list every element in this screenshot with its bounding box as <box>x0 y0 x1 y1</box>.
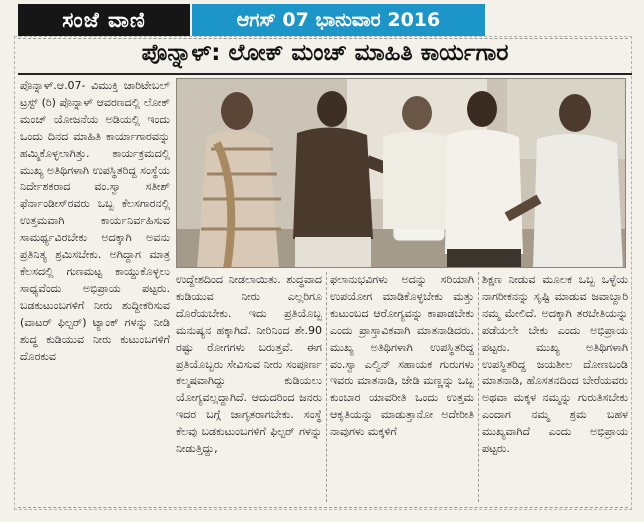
headline: ಪೊನ್ನಾಳ್: ಲೋಕ್ ಮಂಚ್ ಮಾಹಿತಿ ಕಾರ್ಯಗಾರ <box>141 40 509 66</box>
bottom-divider <box>18 507 628 508</box>
article-column-1: ಪೊನ್ನಾಳ್.ಆ.07- ವಿಮುಕ್ತಿ ಚಾರಿಟೇಬಲ್ ಟ್ರಸ್ಟ್ (ರಿ) ಪೊನ್ನಾಳ್ ಆವರಣದಲ್ಲಿ ಲೋಕ್ ಮಂಚ್ ಯೋಜನೆಯ ಅಡಿಯಲ್ಲಿ ಇಂದು ಒಂದು ದಿನದ ಮಾಹಿತಿ ಕಾರ್ಯಾಗಾರವನ್ನು ಹಮ್ಮಿಕೊಳ್ಳಲಾಗಿತ್ತು. ಕಾರ್ಯಕ್ರಮದಲ್ಲಿ ಮುಖ್ಯ ಅತಿಥಿಗಳಾಗಿ ಉಪಸ್ಥಿತರಿದ್ದ ಸಂಸ್ಥೆಯ ನಿರ್ದೇಶಕರಾದ ವಂ.ಸ್ವಾ ಸತೀಶ್ ಫೆರ್ನಾಂಡೀಸ್‌ರವರು ಒಬ್ಬ ಕೆಲಸಗಾರನಲ್ಲಿ ಉತ್ತಮವಾಗಿ ಕಾರ್ಯನಿರ್ವಹಿಸುವ ಸಾಮರ್ಥ್ಯವಿರಬೇಕು ಅದಕ್ಕಾಗಿ ಅವನು ಪ್ರತಿನಿತ್ಯ ಶ್ರಮಿಸಬೇಕು. ಅಗಿದ್ದಾಗ ಮಾತ್ರ ಕೆಲಸದಲ್ಲಿ ಗುಣಮಟ್ಟ ಕಾಯ್ದುಕೊಳ್ಳಲು ಸಾಧ್ಯವೆಂದು ಅಭಿಪ್ರಾಯ ಪಟ್ಟರು. ಬಡಕುಟುಂಬಗಳಿಗೆ ನೀರು ಶುದ್ದೀಕರಿಸುವ (ವಾಟರ್ ಫಿಲ್ಟರ್) ಟ್ಯಾಂಕ್ ಗಳನ್ನು ನೀಡಿ ಶುದ್ಧ ಕುಡಿಯುವ ನೀರು ಕುಟುಂಬಗಳಿಗೆ ದೊರಕುವ <box>20 79 170 363</box>
event-photo-image <box>177 79 626 268</box>
column-divider <box>326 272 327 502</box>
event-photo <box>176 78 626 268</box>
date-text: ಆಗಸ್ 07 ಭಾನುವಾರ 2016 <box>236 9 441 31</box>
article-column-4: ಶಿಕ್ಷಣ ನೀಡುವ ಮೂಲಕ ಒಬ್ಬ ಒಳ್ಳೆಯ ನಾಗರೀಕನನ್ನು ಸೃಷ್ಟಿ ಮಾಡುವ ಜವಾಬ್ದಾರಿ ನಮ್ಮ ಮೇಲಿದೆ. ಅದಕ್ಕಾಗಿ ತರಬೇತಿಯನ್ನು ಪಡೆಯಲೇ ಬೇಕು ಎಂದು ಅಭಿಪ್ರಾಯ ಪಟ್ಟರು. ಮುಖ್ಯ ಅತಿಥಿಗಳಾಗಿ ಉಪಸ್ಥಿತರಿದ್ದ ಜಯಶೀಲ ದೋಣಬಂಡಿ ಮಾತನಾಡಿ, ಹೊಸತನದಿಂದ ಬೇರೆಯವರು ಅಥವಾ ಮಕ್ಕಳ ನಮ್ಮನ್ನು ಗುರುತಿಸಬೇಕು ಎಂದಾಗ ನಮ್ಮ ಶ್ರಮ ಬಹಳ ಮುಖ್ಯವಾಗಿದೆ ಎಂದು ಅಭಿಪ್ರಾಯ ಪಟ್ಟರು. <box>482 273 628 456</box>
headline-divider <box>18 73 632 75</box>
column-divider <box>478 272 479 502</box>
paper-name: ಸಂಜೆ ವಾಣಿ <box>62 7 146 32</box>
masthead-paper-name <box>18 4 190 36</box>
masthead-date <box>192 4 485 36</box>
article-column-3: ಫಲಾನುಭವಿಗಳು ಅದನ್ನು ಸರಿಯಾಗಿ ಉಪಯೋಗ ಮಾಡಿಕೊಳ್ಳಬೇಕು ಮತ್ತು ಕುಟುಂಬದ ಆರೋಗ್ಯವನ್ನು ಕಾಪಾಡಬೇಕು ಎಂದು ಪ್ರಾಸ್ತಾವಿಕವಾಗಿ ಮಾತನಾಡಿದರು. ಮುಖ್ಯ ಅತಿಥಿಗಳಾಗಿ ಉಪಸ್ಥಿತರಿದ್ದ ವಂ.ಸ್ವಾ ಎಲ್ವಿನ್ ಸಹಾಯಕ ಗುರುಗಳು ಇವರು ಮಾತನಾಡಿ, ಜೇಡಿ ಮಣ್ಣನ್ನು ಒಬ್ಬ ಕುಂಬಾರ ಯಾವರೀತಿ ಒಂದು ಉತ್ತಮ ಆಕೃತಿಯನ್ನು ಮಾಡುತ್ತಾನೋ ಅದೇರೀತಿ ನಾವುಗಳು ಮಕ್ಕಳಿಗೆ <box>330 273 474 439</box>
article-column-2: ಉದ್ದೇಶದಿಂದ ನೀಡಲಾಯಿತು. ಶುದ್ಧವಾದ ಕುಡಿಯುವ ನೀರು ಎಲ್ಲರಿಗೂ ದೊರೆಯಬೇಕು. ಇದು ಪ್ರತಿಯೊಬ್ಬ ಮನುಷ್ಯನ ಹಕ್ಕಾಗಿದೆ. ನೀರಿನಿಂದ ಶೇ.90 ರಷ್ಟು ರೋಗಗಳು ಬರುತ್ತವೆ. ಈಗ ಪ್ರತಿಯೊಬ್ಬರು ಸೇವಿಸುವ ನೀರು ಸಂಪೂರ್ಣ ಕಲ್ಮಷವಾಗಿದ್ದು ಕುಡಿಯಲು ಯೋಗ್ಯವಲ್ಲದ್ದಾಗಿದೆ. ಆದುದರಿಂದ ಜನರು ಇದರ ಬಗ್ಗೆ ಜಾಗೃತರಾಗಬೇಕು. ಸಂಸ್ಥೆ ಕೆಲವು ಬಡಕುಟುಂಬಗಳಿಗೆ ಫಿಲ್ಟರ್ ಗಳನ್ನು ನೀಡುತ್ತಿದ್ದು, <box>176 273 322 456</box>
